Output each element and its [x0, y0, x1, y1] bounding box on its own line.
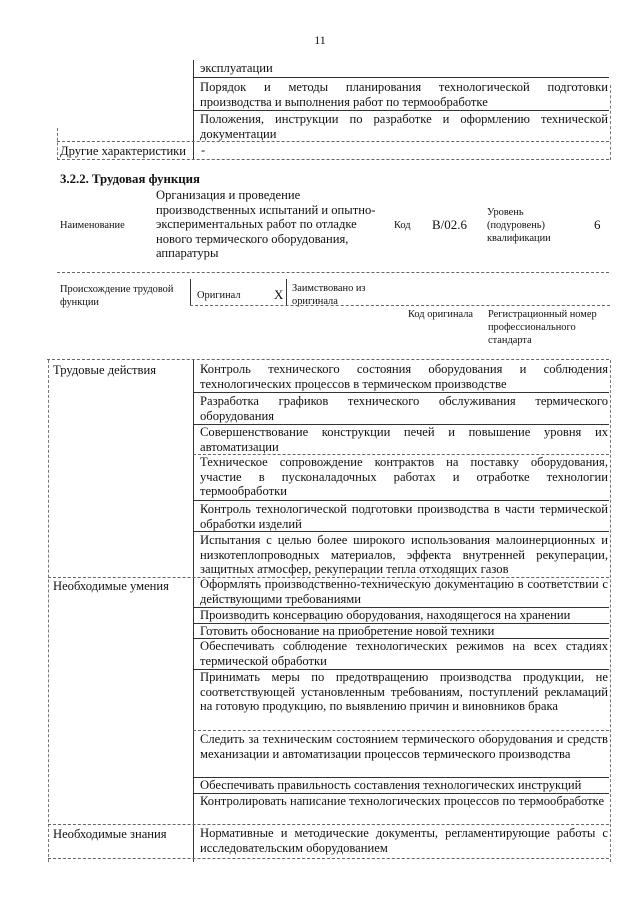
- divider: [57, 272, 609, 273]
- origin-box-left: [190, 279, 191, 305]
- original-mark: X: [274, 287, 284, 302]
- skill-item: Оформлять производственно-техническую документацию в соответствии с действующими требованиями: [200, 577, 608, 606]
- other-characteristics-label: Другие характеристики: [60, 144, 187, 158]
- borrowed-label: Заимствовано из оригинала: [292, 283, 366, 307]
- divider: [193, 110, 609, 111]
- divider: [190, 305, 610, 306]
- skill-item: Следить за техническим состоянием термического оборудования и средств механизации и автоматизации процессов термического производства: [200, 732, 608, 761]
- divider: [57, 159, 609, 160]
- divider: [193, 500, 609, 501]
- divider: [193, 531, 609, 532]
- qualification-level-label: Уровень (подуровень) квалификации: [487, 207, 551, 244]
- divider: [57, 141, 609, 142]
- skill-item: Производить консервацию оборудования, находящегося на хранении: [200, 608, 571, 622]
- table-border-left-prev: [57, 128, 58, 160]
- divider: [193, 730, 609, 731]
- function-name: Организация и проведение производственных испытаний и опытно-экспериментальных работ по отладке нового термического оборудования, аппаратуры: [156, 188, 376, 261]
- name-label: Наименование: [60, 220, 125, 231]
- section-title: 3.2.2. Трудовая функция: [60, 172, 200, 186]
- top-row-2-value: Порядок и методы планирования технологической подготовки производства и выполнения работ по термообработке: [200, 80, 608, 109]
- skills-label: Необходимые умения: [53, 579, 169, 593]
- skill-item: Принимать меры по предотвращению производства продукции, не соответствующей установленным требованиям, поступлений рекламаций на готовую продукцию, по выявлению причин и виновников брака: [200, 670, 608, 714]
- skill-item: Обеспечивать соблюдение технологических режимов на всех стадиях термической обработки: [200, 639, 608, 668]
- origin-label: Происхождение трудовой функции: [60, 284, 174, 308]
- reg-number-label: Регистрационный номер профессионального стандарта: [488, 309, 597, 346]
- table-border-right: [610, 85, 611, 160]
- divider: [193, 392, 609, 393]
- code-label: Код: [394, 220, 411, 231]
- function-code: В/02.6: [432, 217, 468, 232]
- original-code-label: Код оригинала: [408, 309, 474, 320]
- divider: [193, 77, 609, 78]
- table-bottom-border: [48, 858, 609, 859]
- origin-box-mid: [286, 279, 287, 305]
- skill-item: Обеспечивать правильность составления технологических инструкций: [200, 778, 582, 792]
- knowledge-label: Необходимые знания: [53, 827, 167, 841]
- divider: [48, 824, 609, 825]
- labor-action-item: Испытания с целью более широкого использования малоинерционных и низкотеплопроводных материалов, эффекта внутренней рекуперации, защитных атмосфер, рекуперации тепла отходящих газов: [200, 533, 608, 577]
- skill-item: Готовить обоснование на приобретение новой техники: [200, 624, 495, 638]
- knowledge-item: Нормативные и методические документы, регламентирующие работы с исследовательским оборудованием: [200, 826, 608, 855]
- top-row-3-value: Положения, инструкции по разработке и оформлению технической документации: [200, 112, 608, 141]
- labor-action-item: Контроль технологической подготовки производства в части термической обработки изделий: [200, 502, 608, 531]
- labor-action-item: Совершенствование конструкции печей и повышение уровня их автоматизации: [200, 425, 608, 454]
- qualification-level-value: 6: [594, 217, 601, 232]
- table-border-outer-right: [610, 360, 611, 862]
- table-border-mid: [193, 360, 194, 862]
- page-number: 11: [314, 33, 326, 47]
- labor-action-item: Разработка графиков технического обслуживания термического оборудования: [200, 394, 608, 423]
- labor-actions-label: Трудовые действия: [53, 363, 157, 377]
- top-row-1-value: эксплуатации: [200, 61, 273, 75]
- labor-action-item: Контроль технического состояния оборудования и соблюдения технологических процессов в термическом производстве: [200, 362, 608, 391]
- original-label: Оригинал: [197, 290, 241, 301]
- table-top-border: [47, 359, 609, 360]
- other-characteristics-value: -: [201, 143, 206, 157]
- skill-item: Контролировать написание технологических процессов по термообработке: [200, 794, 605, 808]
- table-border-outer-left: [48, 360, 49, 862]
- labor-action-item: Техническое сопровождение контрактов на поставку оборудования, участие в пусконаладочных работах и отработке технологии термообработки: [200, 455, 608, 499]
